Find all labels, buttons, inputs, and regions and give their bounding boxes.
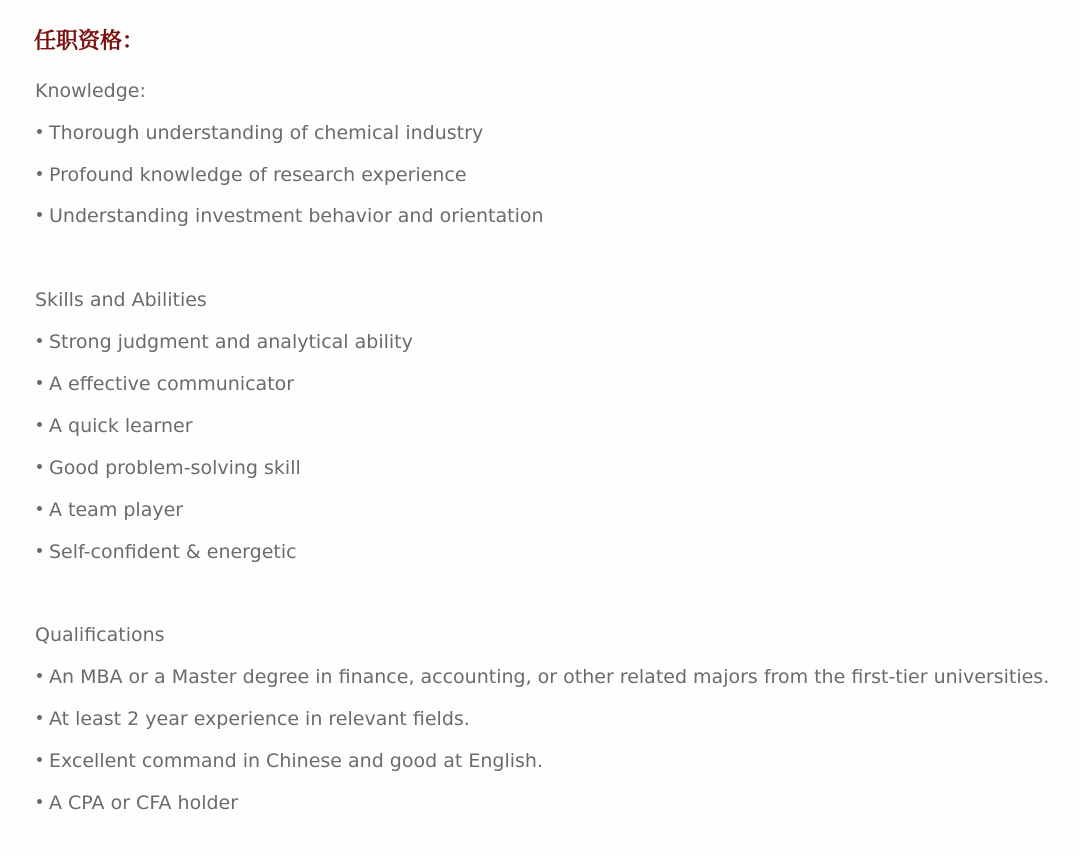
bullet-icon	[37, 464, 42, 469]
bullet-icon	[37, 422, 42, 427]
bullet-icon	[37, 799, 42, 804]
list-item-text: A team player	[49, 499, 184, 521]
list-item	[35, 412, 193, 440]
list-item	[35, 370, 294, 398]
list-item	[35, 202, 544, 230]
list-item	[35, 328, 413, 356]
list-item	[35, 496, 183, 524]
list-item-text: Profound knowledge of research experience	[49, 164, 467, 186]
bullet-icon	[37, 171, 42, 176]
list-item-text: Thorough understanding of chemical industry	[49, 122, 484, 144]
list-item	[35, 119, 483, 147]
bullet-icon	[37, 506, 42, 511]
bullet-icon	[37, 338, 42, 343]
section-title-qualifications: Qualifications	[35, 624, 165, 646]
bullet-icon	[37, 212, 42, 217]
bullet-icon	[37, 380, 42, 385]
list-item	[35, 705, 470, 733]
list-item	[35, 747, 543, 775]
bullet-icon	[37, 757, 42, 762]
list-item-text: A quick learner	[49, 415, 193, 437]
list-item-text: Excellent command in Chinese and good at English.	[49, 750, 543, 772]
list-item	[35, 789, 238, 817]
list-item-text: Understanding investment behavior and orientation	[49, 205, 544, 227]
bullet-icon	[37, 673, 42, 678]
section-title-knowledge: Knowledge:	[35, 80, 146, 102]
section-title-skills: Skills and Abilities	[35, 289, 207, 311]
list-item	[35, 454, 301, 482]
list-item-text: An MBA or a Master degree in finance, accounting, or other related majors from the first-tier universities.	[49, 666, 1050, 688]
bullet-icon	[37, 129, 42, 134]
list-item-text: A effective communicator	[49, 373, 295, 395]
list-item	[35, 161, 467, 189]
list-item-text: A CPA or CFA holder	[49, 792, 239, 814]
list-item-text: Strong judgment and analytical ability	[49, 331, 413, 353]
list-item	[35, 663, 1049, 691]
page-heading: 任职资格：	[34, 29, 145, 54]
list-item-text: Good problem-solving skill	[49, 457, 301, 479]
list-item-text: Self-confident & energetic	[49, 541, 297, 563]
bullet-icon	[37, 715, 42, 720]
bullet-icon	[37, 548, 42, 553]
list-item	[35, 538, 297, 566]
list-item-text: At least 2 year experience in relevant fields.	[49, 708, 470, 730]
